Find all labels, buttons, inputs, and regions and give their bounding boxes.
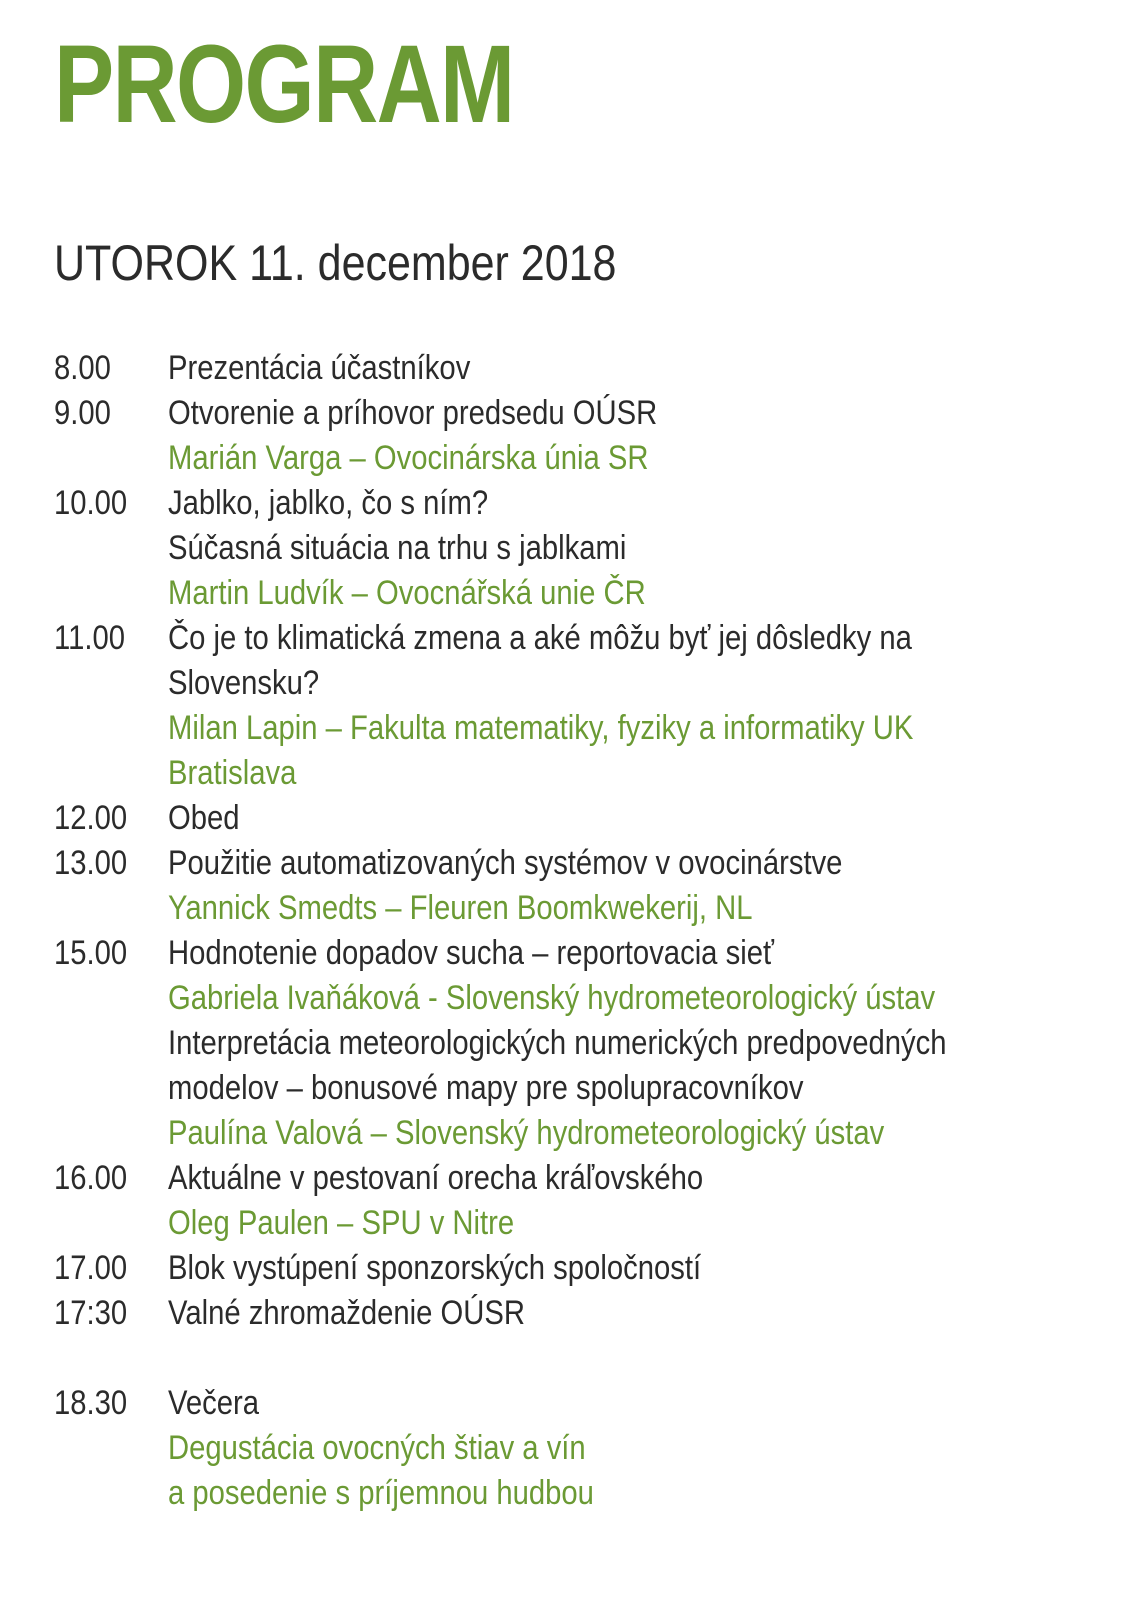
schedule-spacer — [54, 1336, 1114, 1381]
schedule-topic: Hodnotenie dopadov sucha – reportovacia sieť — [168, 934, 774, 972]
schedule-entry-continuation — [54, 751, 1114, 796]
schedule-entry-continuation — [54, 976, 1114, 1021]
schedule-entry-continuation — [54, 436, 1114, 481]
schedule-entry-continuation — [54, 1066, 1114, 1111]
schedule-entry — [54, 391, 1114, 436]
schedule-speaker: Yannick Smedts – Fleuren Boomkwekerij, NL — [168, 889, 753, 927]
schedule-entry-continuation — [54, 526, 1114, 571]
day-heading: UTOROK 11. december 2018 — [54, 235, 617, 291]
schedule-time: 18.30 — [54, 1384, 128, 1422]
schedule-topic: Valné zhromaždenie OÚSR — [168, 1294, 526, 1332]
schedule-entry-continuation — [54, 1471, 1114, 1516]
schedule-time: 11.00 — [54, 619, 126, 657]
schedule-entry — [54, 796, 1114, 841]
schedule-entry-continuation — [54, 1021, 1114, 1066]
schedule-entry-continuation — [54, 1111, 1114, 1156]
schedule-entry — [54, 346, 1114, 391]
schedule-entry-continuation — [54, 661, 1114, 706]
schedule-time: 12.00 — [54, 799, 128, 837]
schedule-speaker: Gabriela Ivaňáková - Slovenský hydrometeorologický ústav — [168, 979, 936, 1017]
schedule-list — [54, 346, 1114, 1516]
schedule-topic: Prezentácia účastníkov — [168, 349, 471, 387]
schedule-entry-continuation — [54, 1201, 1114, 1246]
schedule-entry-continuation — [54, 1426, 1114, 1471]
schedule-time: 9.00 — [54, 394, 111, 432]
schedule-speaker: a posedenie s príjemnou hudbou — [168, 1474, 594, 1512]
page-title: PROGRAM — [54, 23, 514, 146]
schedule-entry-continuation — [54, 571, 1114, 616]
schedule-time: 13.00 — [54, 844, 128, 882]
schedule-topic: Aktuálne v pestovaní orecha kráľovského — [168, 1159, 704, 1197]
schedule-time: 8.00 — [54, 349, 111, 387]
schedule-time: 15.00 — [54, 934, 128, 972]
schedule-speaker: Degustácia ovocných štiav a vín — [168, 1429, 586, 1467]
schedule-time: 10.00 — [54, 484, 128, 522]
schedule-topic: Večera — [168, 1384, 260, 1422]
schedule-topic: Blok vystúpení sponzorských spoločností — [168, 1249, 702, 1287]
schedule-speaker: Paulína Valová – Slovenský hydrometeorologický ústav — [168, 1114, 885, 1152]
schedule-entry — [54, 1381, 1114, 1426]
schedule-topic: Použitie automatizovaných systémov v ovocinárstve — [168, 844, 843, 882]
schedule-speaker: Milan Lapin – Fakulta matematiky, fyziky a informatiky UK — [168, 709, 914, 747]
schedule-topic: Čo je to klimatická zmena a aké môžu byť jej dôsledky na — [168, 619, 912, 657]
schedule-topic: Interpretácia meteorologických numerických predpovedných — [168, 1024, 947, 1062]
schedule-speaker: Bratislava — [168, 754, 297, 792]
schedule-entry — [54, 1156, 1114, 1201]
schedule-entry — [54, 481, 1114, 526]
schedule-entry-continuation — [54, 886, 1114, 931]
schedule-speaker: Martin Ludvík – Ovocnářská unie ČR — [168, 574, 646, 612]
schedule-entry — [54, 931, 1114, 976]
schedule-topic: modelov – bonusové mapy pre spolupracovníkov — [168, 1069, 804, 1107]
schedule-entry — [54, 616, 1114, 661]
schedule-speaker: Oleg Paulen – SPU v Nitre — [168, 1204, 515, 1242]
schedule-entry-continuation — [54, 706, 1114, 751]
schedule-speaker: Marián Varga – Ovocinárska únia SR — [168, 439, 649, 477]
schedule-topic: Obed — [168, 799, 240, 837]
schedule-entry — [54, 841, 1114, 886]
schedule-entry — [54, 1246, 1114, 1291]
schedule-topic: Otvorenie a príhovor predsedu OÚSR — [168, 394, 658, 432]
schedule-entry — [54, 1291, 1114, 1336]
schedule-time: 17:30 — [54, 1294, 128, 1332]
schedule-topic: Jablko, jablko, čo s ním? — [168, 484, 489, 522]
schedule-time: 16.00 — [54, 1159, 128, 1197]
schedule-time: 17.00 — [54, 1249, 128, 1287]
schedule-topic: Slovensku? — [168, 664, 320, 702]
schedule-topic: Súčasná situácia na trhu s jablkami — [168, 529, 627, 567]
